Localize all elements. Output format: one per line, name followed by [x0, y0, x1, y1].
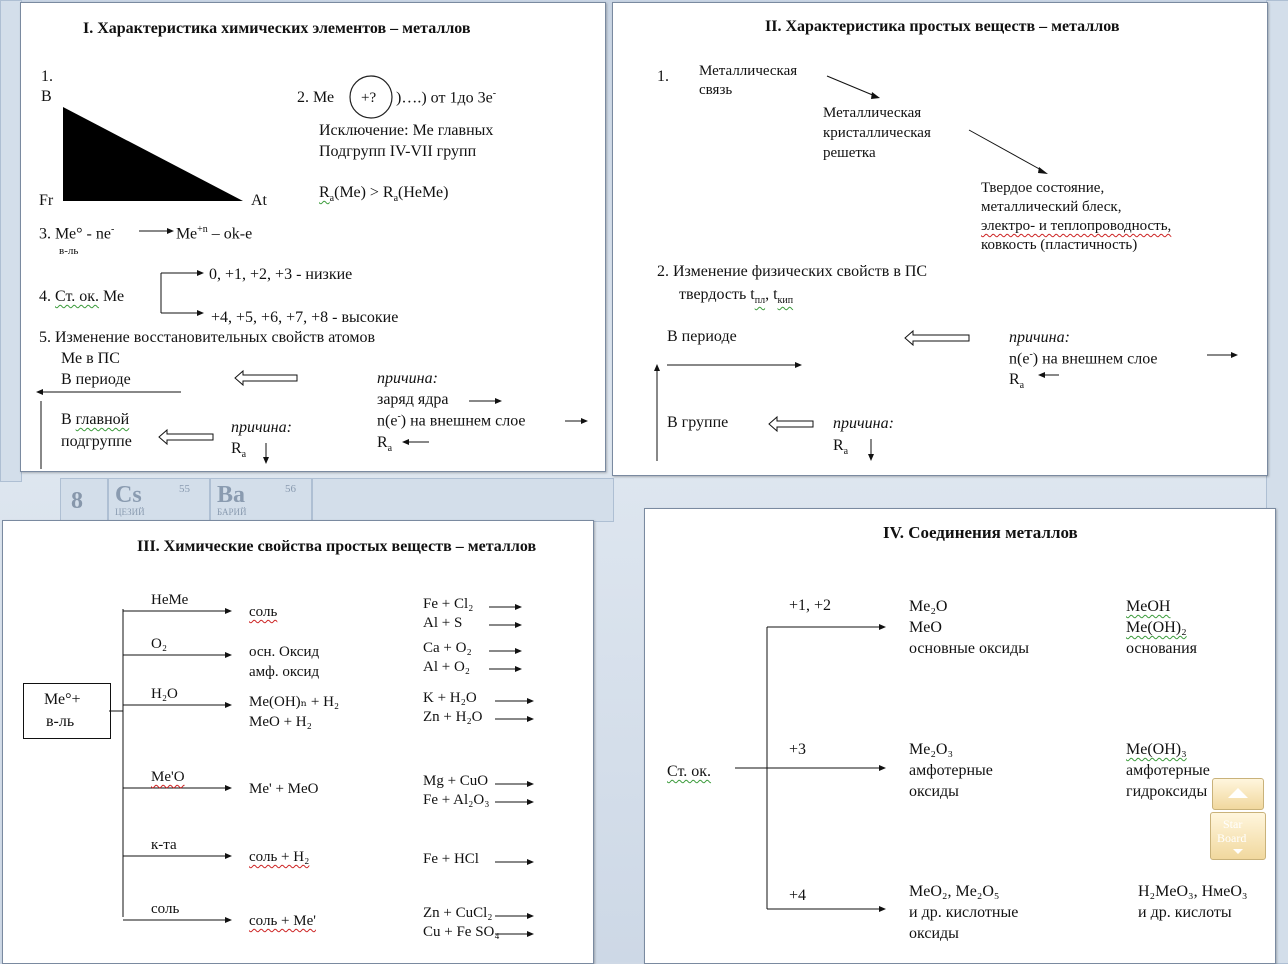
- hard-sub2: кип: [777, 295, 794, 307]
- ne-sup: -: [397, 411, 401, 422]
- triangle-label-b: В: [41, 88, 52, 105]
- ra4-sub: a: [241, 449, 247, 461]
- item4-st: Ст. ок.: [55, 288, 100, 305]
- p2-reason1: причина:: [1009, 329, 1070, 346]
- main1: В: [61, 411, 72, 428]
- item2-sup: -: [492, 88, 497, 99]
- ra-r1: R: [319, 184, 330, 201]
- item3-left: [39, 224, 114, 244]
- item5-line1: 5. Изменение восстановительных свойств атомов: [39, 329, 376, 346]
- bg-ba-number: 56: [285, 483, 296, 495]
- chevron-down-icon: [1233, 849, 1243, 854]
- bg-left-strip: [0, 0, 22, 482]
- metal-bond-2: связь: [699, 82, 733, 98]
- triangle-label-at: At: [251, 192, 267, 209]
- panel4-title: IV. Соединения металлов: [883, 523, 1078, 542]
- item4-high: +4, +5, +6, +7, +8 - высокие: [211, 309, 399, 326]
- example-equation1: Ca + O₂: [423, 640, 472, 656]
- reagent-label: к-та: [151, 837, 177, 853]
- bg-cell-ba: [210, 478, 312, 522]
- reagent-label: H₂O: [151, 686, 178, 702]
- props-2: металлический блеск,: [981, 199, 1122, 215]
- exception-line2: Подгрупп IV-VII групп: [319, 143, 477, 160]
- group2-hydrox1: [1126, 740, 1187, 759]
- example-equation1: Mg + CuO: [423, 773, 489, 789]
- group1-oxide3: основные оксиды: [909, 640, 1029, 657]
- group2-state: +3: [789, 741, 807, 758]
- bg-cs-symbol: Cs: [115, 482, 142, 508]
- ra-neme: (НеМе): [398, 184, 449, 201]
- starboard-label-1: Star: [1223, 817, 1243, 831]
- box-line1: Ме°+: [44, 691, 81, 708]
- item4-me: Ме: [99, 288, 125, 305]
- group1-state: +1, +2: [789, 597, 832, 614]
- g2-hy1-text: Me(OH)₃: [1126, 741, 1187, 758]
- group2-hydrox3: гидроксиды: [1126, 783, 1208, 800]
- st-ok-text: Ст. ок.: [667, 763, 712, 780]
- p2-ne-b: ) на внешнем слое: [1032, 350, 1158, 368]
- electrons-label: [377, 411, 525, 431]
- group2-oxide1: Me₂O₃: [909, 741, 954, 758]
- reason1-label: причина:: [377, 370, 438, 387]
- example-equation2: Fe + Al₂O₃: [423, 792, 490, 808]
- props-4: ковкость (пластичность): [981, 237, 1138, 253]
- chevron-up-icon: [1228, 788, 1248, 798]
- bg-cs-number: 55: [179, 483, 190, 495]
- product-line2: MeO + H₂: [249, 714, 312, 730]
- metal-bond-1: Металлическая: [699, 63, 798, 79]
- panel3-tree: [3, 521, 593, 963]
- ra-sub1: a: [329, 193, 335, 205]
- reagent-label: НеМе: [151, 592, 189, 608]
- bg-ba-symbol: Ba: [217, 482, 246, 508]
- main-subgroup-line2: подгруппе: [61, 433, 132, 450]
- bg-ba-name: БАРИЙ: [217, 507, 247, 517]
- p2-ra1: R: [1009, 371, 1020, 388]
- panel-element-characteristics: [20, 2, 606, 472]
- crystal-1: Металлическая: [823, 105, 922, 121]
- starboard-button[interactable]: [1210, 812, 1266, 860]
- hardness: [679, 285, 793, 307]
- group1-oxide2: MeO: [909, 619, 942, 636]
- box-line2: в-ль: [46, 713, 75, 730]
- group2-oxide2: амфотерные: [909, 762, 993, 779]
- p2-item1-number: 1.: [657, 68, 669, 85]
- hard-sub1: пл: [754, 295, 766, 307]
- bg-cell-cs: [108, 478, 210, 522]
- ra-sub2: a: [393, 193, 399, 205]
- group2-hydrox2: амфотерные: [1126, 762, 1210, 779]
- panel1-title: I. Характеристика химических элементов – металлов: [83, 20, 471, 37]
- item4-label: [39, 287, 124, 306]
- group1-hydrox3: основания: [1126, 640, 1197, 657]
- main-subgroup-line1: [61, 410, 129, 429]
- ne-a: n(е: [377, 412, 398, 430]
- product-line1: соль: [249, 604, 278, 620]
- item2-text: )….) от 1до 3е: [396, 89, 493, 107]
- radius2-label: [231, 439, 246, 461]
- example-equation1: Fe + Cl₂: [423, 596, 474, 612]
- product-line1: осн. Оксид: [249, 644, 320, 660]
- example-equation1: K + H₂O: [423, 690, 477, 706]
- example-equation1: Zn + CuCl₂: [423, 905, 493, 921]
- bg-cs-name: ЦЕЗИЙ: [115, 507, 145, 517]
- p2-radius1: [1009, 370, 1024, 392]
- props-3-text: электро- и теплопроводность,: [981, 218, 1172, 234]
- p2-ne-sup: -: [1029, 349, 1033, 360]
- radius-label: [377, 433, 392, 455]
- circle-label: +?: [361, 90, 377, 106]
- panel-chemical-properties: [2, 520, 594, 964]
- starboard-label-2: Board: [1217, 831, 1247, 845]
- product-line2: амф. оксид: [249, 664, 320, 680]
- reason2-label: причина:: [231, 419, 292, 436]
- example-equation1: Fe + HCl: [423, 851, 479, 867]
- product-line1: Me(OH)ₙ + H₂: [249, 694, 340, 710]
- product-line1: соль + Me': [249, 913, 316, 929]
- item3-a: 3. Ме° - nе: [39, 225, 111, 243]
- item3-c: – ok-е: [207, 225, 253, 243]
- item3-b: Ме: [176, 225, 198, 243]
- reagent-label: O₂: [151, 636, 168, 652]
- crystal-2: кристаллическая: [823, 125, 931, 141]
- ra3: R: [377, 434, 388, 451]
- exception-line1: Исключение: Ме главных: [319, 122, 494, 139]
- p2-item2: 2. Изменение физических свойств в ПС: [657, 263, 928, 280]
- group2-oxide3: оксиды: [909, 783, 959, 800]
- item2-prefix: 2. Ме: [297, 89, 335, 106]
- example-equation2: Zn + H₂O: [423, 709, 483, 725]
- item3-sup2: +n: [197, 224, 208, 235]
- period-label: В периоде: [61, 371, 131, 388]
- reagent-label: Me'O: [151, 769, 185, 785]
- bg-strip: [312, 478, 614, 522]
- g1-hy1-text: MeOH: [1126, 598, 1171, 615]
- group1-hydrox1: [1126, 597, 1170, 616]
- props-1: Твердое состояние,: [981, 180, 1105, 196]
- panel3-title: III. Химические свойства простых веществ – металлов: [137, 538, 537, 555]
- starboard-up-button[interactable]: [1212, 778, 1264, 810]
- charge-label: заряд ядра: [377, 391, 449, 408]
- p2-group: В группе: [667, 414, 729, 431]
- p2-ra1-sub: a: [1019, 380, 1025, 392]
- ne-b: ) на внешнем слое: [400, 412, 526, 430]
- group3-hydrox1: H₂MeO₃, HмeO₃: [1138, 883, 1248, 900]
- panel2-title: II. Характеристика простых веществ – металлов: [765, 18, 1120, 35]
- metal-reducer-box: [23, 683, 111, 739]
- item4-low: 0, +1, +2, +3 - низкие: [209, 266, 353, 283]
- group3-oxide1: MeO₂, Me₂O₅: [909, 883, 1000, 900]
- group3-state: +4: [789, 887, 807, 904]
- radius-comparison: [319, 183, 448, 205]
- p2-ne-a: n(е: [1009, 350, 1030, 368]
- p2-reason2: причина:: [833, 415, 894, 432]
- panel-simple-substances: [612, 2, 1268, 476]
- group3-oxide2: и др. кислотные: [909, 904, 1019, 921]
- item3-right: [176, 224, 252, 244]
- item3-sup: -: [110, 224, 115, 235]
- item1-number: 1.: [41, 68, 53, 85]
- item3-reducer: в-ль: [59, 245, 79, 257]
- product-line1: соль + H₂: [249, 849, 310, 865]
- p2-period: В периоде: [667, 328, 737, 345]
- crystal-3: решетка: [823, 145, 876, 161]
- example-equation2: Cu + Fe SO₄: [423, 924, 500, 940]
- triangle-label-fr: Fr: [39, 192, 54, 209]
- product-line1: Me' + MeO: [249, 781, 319, 797]
- example-equation2: Al + O₂: [423, 659, 471, 675]
- item5-line2: Ме в ПС: [61, 350, 120, 367]
- group1-hydrox2: [1126, 618, 1187, 637]
- bg-row-number: [60, 478, 108, 522]
- p2-ra2: R: [833, 437, 844, 454]
- hard-comma: , t: [765, 286, 778, 303]
- g1-hy2-text: Me(OH)₂: [1126, 619, 1187, 636]
- props-3: [981, 217, 1171, 235]
- item2-suffix: [396, 88, 496, 108]
- bg-row-label: 8: [71, 488, 83, 514]
- group3-oxide3: оксиды: [909, 925, 959, 942]
- reaction-row-arrows: [3, 521, 593, 963]
- group1-oxide1: Me₂O: [909, 598, 948, 615]
- item4-num: 4.: [39, 288, 51, 305]
- main1-ul: главной: [75, 411, 130, 428]
- group3-hydrox2: и др. кислоты: [1138, 904, 1232, 921]
- ra-me: (Ме) > R: [334, 184, 394, 201]
- p2-radius2: [833, 436, 848, 458]
- reagent-label: соль: [151, 901, 180, 917]
- hard-t: твердость t: [679, 286, 755, 303]
- example-equation2: Al + S: [423, 615, 463, 631]
- oxidation-state-label: [667, 762, 711, 781]
- p2-electrons: [1009, 349, 1157, 369]
- panel-metal-compounds: [644, 508, 1276, 964]
- p2-ra2-sub: a: [843, 446, 849, 458]
- ra3-sub: a: [387, 443, 393, 455]
- ra4: R: [231, 440, 242, 457]
